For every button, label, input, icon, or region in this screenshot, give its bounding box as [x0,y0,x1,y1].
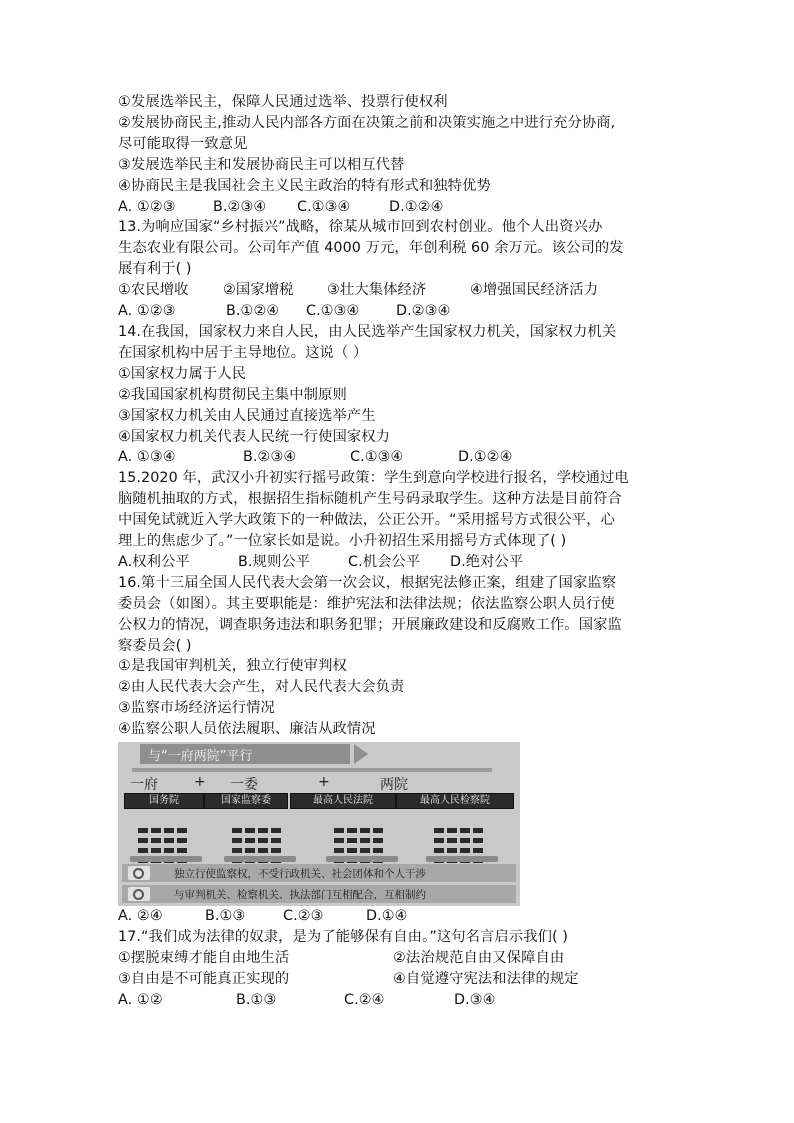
q16-stem-4: 察委员会( ) [118,637,192,654]
exam-page [118,92,688,1011]
box-supreme-procuratorate: 最高人民检察院 [396,793,514,809]
q12-answer-d[interactable]: D.①②④ [389,198,444,215]
q14-answers [118,447,688,468]
q17-answer-a[interactable]: A. ①② [118,991,163,1008]
q16-answer-c[interactable]: C.②③ [283,908,324,925]
q12-answers [118,197,688,218]
q15-answers [118,552,688,573]
banner-arrow-icon [354,744,368,764]
tier-two-courts: 两院 [380,777,408,794]
q16-option-1: ①是我国审判机关，独立行使审判权 [118,658,347,675]
q13-option-3: ③壮大集体经济 [327,282,427,299]
q16-stem-2: 委员会（如图）。其主要职能是：维护宪法和法律法规；依法监察公职人员行使 [118,595,615,612]
supervision-commission-figure [118,742,520,906]
q12-answer-b[interactable]: B.②③④ [213,198,267,215]
q13-option-4: ④增强国民经济活力 [470,282,599,299]
box-state-council: 国务院 [124,793,204,809]
q15-answer-d[interactable]: D.绝对公平 [450,553,524,570]
q12-option-3: ③发展选举民主和发展协商民主可以相互代替 [118,156,405,173]
q16-answers [118,906,688,927]
figure-banner-text: 与“一府两院”平行 [148,749,253,765]
q17-option-1: ①摆脱束缚才能自由地生活 [118,949,290,966]
figure-note-bar-2 [122,885,516,903]
figure-note-2: 与审判机关、检察机关、执法部门互相配合，互相制约 [174,889,426,902]
q13-stem-2: 生态农业有限公司。公司年产值 4000 万元，年创利税 60 余万元。该公司的发 [118,240,624,257]
q16-option-4: ④监察公职人员依法履职、廉洁从政情况 [118,721,376,738]
q12-option-2-cont: 尽可能取得一致意见 [118,135,248,152]
q12-option-2: ②发展协商民主,推动人民内部各方面在决策之前和决策实施之中进行充分协商, [118,114,616,131]
building-icon [128,814,204,862]
figure-note-1: 独立行使监察权，不受行政机关、社会团体和个人干涉 [174,868,426,881]
q16-option-3: ③监察市场经济运行情况 [118,700,275,717]
plus-sign-2: + [318,774,330,791]
q13-answers [118,301,688,322]
q14-option-4: ④国家权力机关代表人民统一行使国家权力 [118,428,391,445]
figure-rail [132,768,492,772]
q17-answers [118,990,688,1011]
q13-options [118,280,688,301]
q16-answer-d[interactable]: D.①④ [366,908,408,925]
q15-stem-3: 中国免试就近入学大政策下的一种做法，公正公开。“采用摇号方式很公平，心 [118,512,615,529]
q17-option-2: ②法治规范自由又保障自由 [393,949,565,966]
q17-stem: 17.“我们成为法律的奴隶，是为了能够保有自由。”这句名言启示我们( ) [118,929,569,945]
q17-option-4: ④自觉遵守宪法和法律的规定 [393,970,579,987]
q13-answer-c[interactable]: C.①③④ [306,303,360,320]
q13-stem-3: 展有利于( ) [118,261,192,278]
q12-answer-c[interactable]: C.①③④ [297,198,351,215]
q13-answer-b[interactable]: B.①②④ [226,303,280,320]
q13-option-2: ②国家增税 [223,282,294,299]
q15-stem-4: 理上的焦虑少了。”一位家长如是说。小升初招生采用摇号方式体现了( ) [118,533,567,550]
q15-stem-1: 15.2020 年，武汉小升初实行摇号政策：学生到意向学校进行报名，学校通过电 [118,470,629,487]
q13-stem-1: 13.为响应国家“乡村振兴”战略，徐某从城市回到农村创业。他个人出资兴办 [118,219,603,236]
building-icon [222,814,298,862]
q17-options-row-1 [118,948,688,969]
box-supreme-court: 最高人民法院 [290,793,396,809]
q13-option-1: ①农民增收 [118,282,189,299]
q14-answer-b[interactable]: B.②③④ [243,449,297,466]
q15-answer-c[interactable]: C.机会公平 [348,553,421,570]
q14-stem-2: 在国家机构中居于主导地位。这说（ ） [118,344,368,361]
q16-answer-b[interactable]: B.①③ [205,908,246,925]
q16-stem-1: 16.第十三届全国人民代表大会第一次会议，根据宪法修正案，组建了国家监察 [118,574,617,591]
box-supervision-commission: 国家监察委 [204,793,288,809]
q14-option-2: ②我国国家机构贯彻民主集中制原则 [118,386,347,403]
q15-stem-2: 脑随机抽取的方式，根据招生指标随机产生号码录取学生。这种方法是目前符合 [118,491,622,508]
q17-answer-c[interactable]: C.②④ [344,991,385,1008]
q14-answer-d[interactable]: D.①②④ [458,449,513,466]
q16-option-2: ②由人民代表大会产生，对人民代表大会负责 [118,679,405,696]
magnifier-icon [128,887,150,901]
q14-answer-c[interactable]: C.①③④ [350,449,404,466]
q13-answer-a[interactable]: A. ①②③ [118,303,176,320]
q12-answer-a[interactable]: A. ①②③ [118,198,176,215]
building-icon [424,814,500,862]
q17-answer-b[interactable]: B.①③ [236,991,277,1008]
building-icon [324,814,400,862]
figure-note-bar-1 [122,864,516,882]
q13-answer-d[interactable]: D.②③④ [396,303,451,320]
tier-one-government: 一府 [130,777,158,794]
tier-one-commission: 一委 [230,777,258,794]
q17-options-row-2 [118,969,688,990]
q16-stem-3: 公权力的情况，调查职务违法和职务犯罪；开展廉政建设和反腐败工作。国家监 [118,616,622,633]
q14-option-1: ①国家权力属于人民 [118,365,247,382]
q17-option-3: ③自由是不可能真正实现的 [118,970,290,987]
q14-option-3: ③国家权力机关由人民通过直接选举产生 [118,407,376,424]
q15-answer-a[interactable]: A.权利公平 [118,553,190,570]
q17-answer-d[interactable]: D.③④ [454,991,496,1008]
plus-sign-1: + [194,774,206,791]
q14-stem-1: 14.在我国，国家权力来自人民，由人民选举产生国家权力机关，国家权力机关 [118,323,617,340]
q14-answer-a[interactable]: A. ①③④ [118,449,176,466]
q12-option-4: ④协商民主是我国社会主义民主政治的特有形式和独特优势 [118,177,491,194]
q15-answer-b[interactable]: B.规则公平 [238,553,311,570]
q12-option-1: ①发展选举民主，保障人民通过选举、投票行使权利 [118,94,448,110]
q16-answer-a[interactable]: A. ②④ [118,908,163,925]
magnifier-icon [128,866,150,880]
